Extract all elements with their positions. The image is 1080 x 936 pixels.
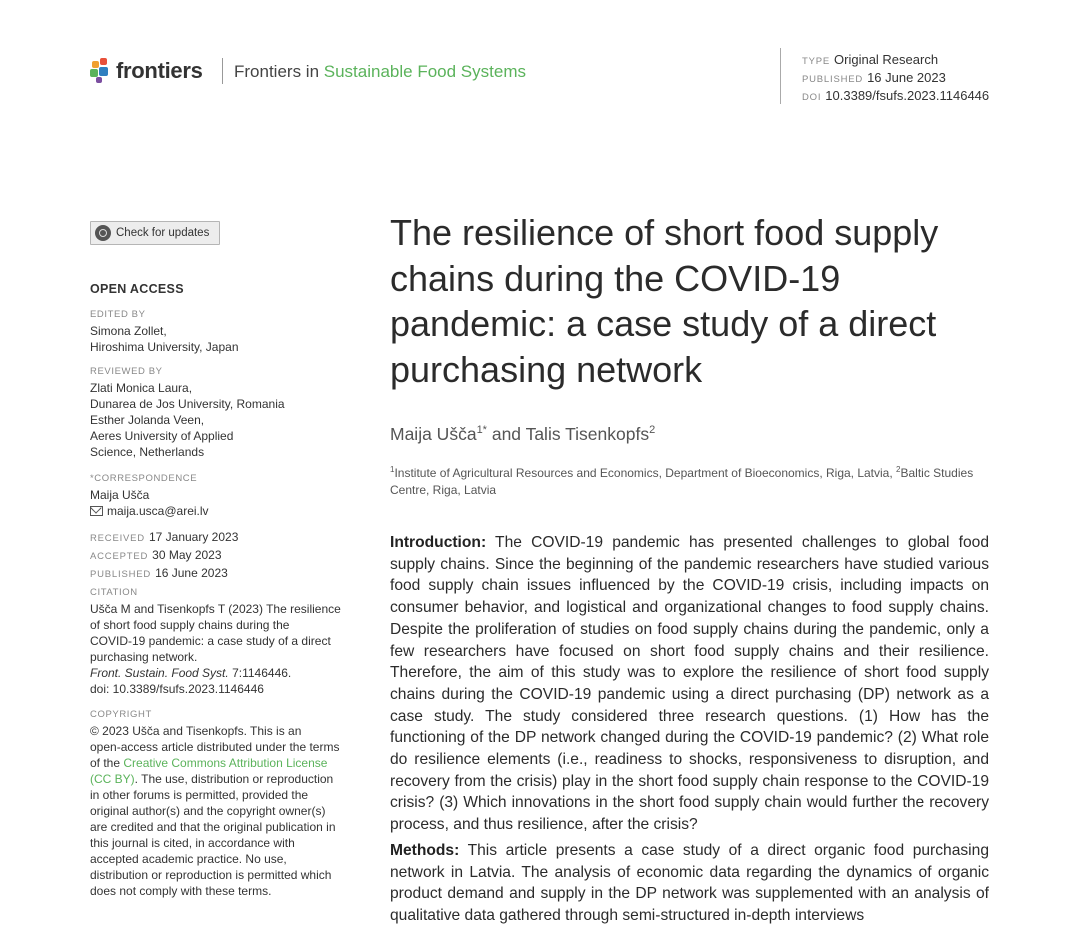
author-name[interactable]: Maija Ušča <box>390 424 477 444</box>
license-link-cc-by[interactable]: (CC BY) <box>90 772 135 786</box>
journal-title[interactable] <box>234 62 526 82</box>
meta-divider <box>780 48 781 104</box>
correspondence-label: *CORRESPONDENCE <box>90 473 198 484</box>
reviewer-line: Aeres University of Applied <box>90 429 234 443</box>
affiliation-text: Institute of Agricultural Resources and Economics, Department of Bioeconomics, Riga, Latvia, <box>394 466 897 480</box>
citation-section <box>90 585 375 697</box>
published-value: 16 June 2023 <box>155 566 228 580</box>
edited-by-line: Simona Zollet, <box>90 324 167 338</box>
author-affiliation-mark: 1* <box>476 424 487 437</box>
author-conjunction: and <box>486 424 526 444</box>
citation-label: CITATION <box>90 587 138 598</box>
copyright-label: COPYRIGHT <box>90 709 152 720</box>
copyright-line: accepted academic practice. No use, <box>90 852 287 866</box>
affiliation-text: Baltic Studies Centre, Riga, Latvia <box>390 466 974 497</box>
citation-line: Ušča M and Tisenkopfs T (2023) The resilience <box>90 602 341 616</box>
abstract-introduction <box>390 532 989 836</box>
correspondence-section <box>90 471 375 519</box>
copyright-section <box>90 707 375 899</box>
affiliations <box>390 461 990 499</box>
type-value: Original Research <box>834 52 939 67</box>
accepted-value: 30 May 2023 <box>152 548 222 562</box>
copyright-line: are credited and that the original publication in <box>90 820 336 834</box>
journal-prefix: Frontiers in <box>234 62 320 81</box>
article-meta <box>802 52 989 106</box>
correspondence-name: Maija Ušča <box>90 488 150 502</box>
open-access-label: OPEN ACCESS <box>90 282 184 296</box>
edited-by-line: Hiroshima University, Japan <box>90 340 239 354</box>
published-value: 16 June 2023 <box>867 70 946 85</box>
copyright-line: original author(s) and the copyright owner(s) <box>90 804 326 818</box>
reviewed-by-section <box>90 364 375 460</box>
abstract-heading: Introduction: <box>390 534 487 551</box>
citation-doi[interactable]: doi: 10.3389/fsufs.2023.1146446 <box>90 682 264 696</box>
published-key: PUBLISHED <box>802 74 864 85</box>
doi-value[interactable]: 10.3389/fsufs.2023.1146446 <box>825 88 990 103</box>
check-for-updates-label: Check for updates <box>116 227 210 239</box>
logo-text: frontiers <box>116 58 203 83</box>
abstract <box>390 532 989 931</box>
author-list <box>390 424 655 445</box>
doi-key: DOI <box>802 92 822 103</box>
edited-by-label: EDITED BY <box>90 309 146 320</box>
journal-name: Sustainable Food Systems <box>323 62 526 81</box>
frontiers-logo-icon <box>90 58 112 84</box>
published-key: PUBLISHED <box>90 569 152 580</box>
copyright-after-link: . The use, distribution or reproduction <box>134 772 334 786</box>
correspondence-email[interactable]: maija.usca@arei.lv <box>107 504 209 518</box>
correspondence-email-row[interactable] <box>90 503 375 519</box>
abstract-text: This article presents a case study of a direct organic food purchasing network in Latvia. The analysis of economic data regarding the dynamics of organic product demand and supply in the DP network was supplemented with an analysis of qualitative data gathered through semi-structured in-depth interviews <box>390 841 989 924</box>
reviewer-line: Zlati Monica Laura, <box>90 381 193 395</box>
license-link[interactable]: Creative Commons Attribution License <box>123 756 328 770</box>
abstract-text: The COVID-19 pandemic has presented challenges to global food supply chains. Since the beginning of the pandemic researchers have studied various food supply chain issues influenced by the COVID-19 crisis, including impacts on consumer behavior, and logistical and organizational changes to food supply chains. Despite the proliferation of studies on food supply chains during the pandemic, only a few researchers have focused on short food supply chains and their resilience. Therefore, the aim of this study was to explore the resilience of short food supply chains during the COVID-19 pandemic using a direct purchasing (DP) network as a case study. The study considered three research questions. (1) How has the functioning of the DP network changed during the COVID-19 pandemic? (2) What role do resilience elements (i.e., readiness to shocks, responsiveness to disruption, and recovery from the crisis) play in the short food supply chain response to the COVID-19 crisis? (3) Which innovations in the short food supply chain would further the recovery process, and thus resilience, after the crisis? <box>390 534 989 834</box>
dates-section <box>90 529 375 583</box>
citation-volume: 7:1146446. <box>232 666 292 680</box>
abstract-methods <box>390 840 989 927</box>
accepted-key: ACCEPTED <box>90 551 149 562</box>
article-title: The resilience of short food supply chains during the COVID-19 pandemic: a case study of a direct purchasing network <box>390 212 939 390</box>
author-name[interactable]: Talis Tisenkopfs <box>525 424 650 444</box>
citation-line: COVID-19 pandemic: a case study of a direct <box>90 634 331 648</box>
citation-journal: Front. Sustain. Food Syst. <box>90 666 229 680</box>
copyright-line: distribution or reproduction is permitted which <box>90 868 332 882</box>
reviewer-line: Dunarea de Jos University, Romania <box>90 397 285 411</box>
copyright-line: does not comply with these terms. <box>90 884 272 898</box>
copyright-line: open-access article distributed under the terms <box>90 740 340 754</box>
author-affiliation-mark: 2 <box>649 424 656 437</box>
affiliation-mark: 1 <box>390 465 395 474</box>
copyright-line: this journal is cited, in accordance with <box>90 836 295 850</box>
citation-line: purchasing network. <box>90 650 198 664</box>
copyright-line: in other forums is permitted, provided the <box>90 788 309 802</box>
envelope-icon <box>90 506 103 516</box>
citation-line: of short food supply chains during the <box>90 618 290 632</box>
edited-by-section <box>90 307 375 355</box>
type-key: TYPE <box>802 56 831 67</box>
received-key: RECEIVED <box>90 533 145 544</box>
frontiers-logo[interactable] <box>90 58 203 84</box>
received-value: 17 January 2023 <box>148 530 239 544</box>
abstract-heading: Methods: <box>390 841 460 859</box>
affiliation-mark: 2 <box>896 465 901 474</box>
reviewer-line: Science, Netherlands <box>90 445 205 459</box>
copyright-line: © 2023 Ušča and Tisenkopfs. This is an <box>90 724 302 738</box>
copyright-of-the: of the <box>90 756 124 770</box>
reviewer-line: Esther Jolanda Veen, <box>90 413 205 427</box>
header-divider <box>222 58 223 84</box>
update-check-icon <box>95 225 111 241</box>
reviewed-by-label: REVIEWED BY <box>90 366 163 377</box>
check-for-updates-button[interactable] <box>90 221 220 245</box>
